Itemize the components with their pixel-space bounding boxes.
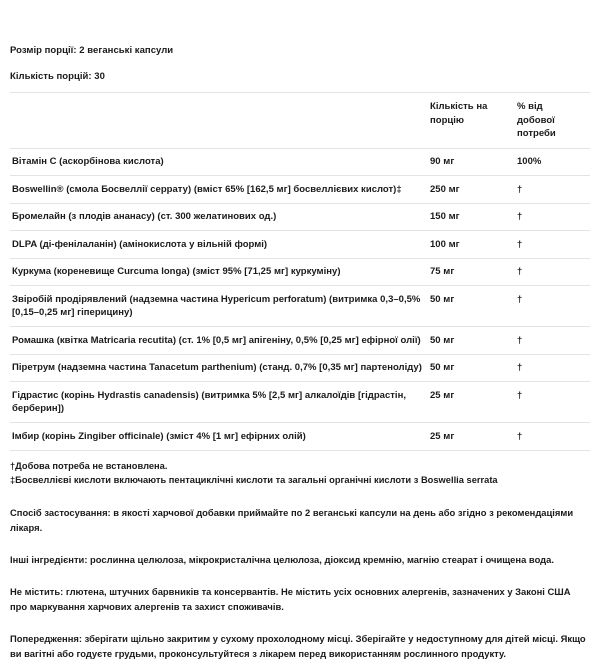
table-row (10, 148, 590, 176)
free-of-allergens-paragraph: Не містить: глютена, штучних барвників та консервантів. Не містить усіх основних алергенів, зазначених у Законі США про маркування харчових алергенів та захист споживачів. (10, 585, 571, 612)
warning-paragraph: Попередження: зберігати щільно закритим у сухому прохолодному місці. Зберігайте у недоступному для дітей місці. Якщо ви вагітні або годуєте грудьми, проконсультуйтеся з лікарем перед використанням рослинного продукту. (10, 632, 586, 659)
table-row (10, 354, 590, 382)
table-row (10, 423, 590, 451)
serving-info (10, 0, 590, 83)
ingredient-name: DLPA (ді-фенілаланін) (амінокислота у вільній формі) (10, 231, 430, 259)
footnote-daily-value: †Добова потреба не встановлена. (10, 460, 168, 471)
ingredient-name: Ромашка (квітка Matricaria recutita) (ст. 1% [0,5 мг] апігеніну, 0,5% [0,25 мг] ефірної олії) (10, 327, 430, 355)
ingredient-amount: 75 мг (430, 258, 517, 286)
ingredient-name: Вітамін C (аскорбінова кислота) (10, 148, 430, 176)
table-footnotes (10, 459, 590, 487)
ingredient-amount: 150 мг (430, 203, 517, 231)
footnote-boswellic-acids: ‡Босвеллієві кислоти включають пентациклічні кислоти та загальні органічні кислоти з Boswellia serrata (10, 474, 498, 485)
ingredient-daily-value: † (517, 423, 590, 451)
ingredient-amount: 50 мг (430, 327, 517, 355)
table-row (10, 258, 590, 286)
column-header-amount-per-serving: Кількість на порцію (430, 93, 517, 149)
table-header-row (10, 93, 590, 149)
table-header (10, 93, 590, 149)
directions-paragraph: Спосіб застосування: в якості харчової добавки приймайте по 2 веганські капсули на день або згідно з рекомендаціями лікаря. (10, 506, 574, 533)
ingredient-name: Імбир (корінь Zingiber officinale) (зміст 4% [1 мг] ефірних олій) (10, 423, 430, 451)
column-header-percent-daily-value: % від добової потреби (517, 93, 590, 149)
ingredient-daily-value: † (517, 258, 590, 286)
servings-per-container-line: Кількість порцій: 30 (10, 71, 105, 82)
ingredient-amount: 25 мг (430, 423, 517, 451)
ingredient-amount: 90 мг (430, 148, 517, 176)
serving-size-line: Розмір порції: 2 веганські капсули (10, 45, 174, 56)
table-row (10, 176, 590, 204)
ingredient-name: Гідрастис (корінь Hydrastis canadensis) (витримка 5% [2,5 мг] алкалоїдів [гідрастін, берберин]) (10, 382, 430, 423)
ingredient-daily-value: † (517, 286, 590, 327)
column-header-ingredient (10, 93, 430, 149)
ingredient-amount: 50 мг (430, 354, 517, 382)
ingredient-amount: 25 мг (430, 382, 517, 423)
table-row (10, 286, 590, 327)
other-ingredients-paragraph: Інші інгредієнти: рослинна целюлоза, мікрокристалічна целюлоза, діоксид кремнію, магнію стеарат і очищена вода. (10, 553, 554, 565)
ingredient-name: Бромелайн (з плодів ананасу) (ст. 300 желатинових од.) (10, 203, 430, 231)
ingredient-name: Куркума (кореневище Curcuma longa) (зміст 95% [71,25 мг] куркуміну) (10, 258, 430, 286)
ingredient-daily-value: † (517, 203, 590, 231)
ingredient-daily-value: 100% (517, 148, 590, 176)
table-row (10, 327, 590, 355)
ingredient-name: Піретрум (надземна частина Tanacetum parthenium) (станд. 0,7% [0,35 мг] партеноліду) (10, 354, 430, 382)
supplement-facts-table (10, 92, 590, 451)
ingredient-amount: 250 мг (430, 176, 517, 204)
ingredient-daily-value: † (517, 354, 590, 382)
ingredient-name: Boswellin® (смола Босвеллії серрату) (вміст 65% [162,5 мг] босвеллієвих кислот)‡ (10, 176, 430, 204)
table-body (10, 148, 590, 450)
label-paragraphs (10, 505, 590, 661)
ingredient-daily-value: † (517, 231, 590, 259)
table-row (10, 203, 590, 231)
ingredient-daily-value: † (517, 382, 590, 423)
ingredient-amount: 100 мг (430, 231, 517, 259)
table-row (10, 382, 590, 423)
ingredient-amount: 50 мг (430, 286, 517, 327)
ingredient-name: Звіробій продірявлений (надземна частина Hypericum perforatum) (витримка 0,3–0,5% [0,15–0,25 мг] гіперицину) (10, 286, 430, 327)
table-row (10, 231, 590, 259)
ingredient-daily-value: † (517, 327, 590, 355)
ingredient-daily-value: † (517, 176, 590, 204)
